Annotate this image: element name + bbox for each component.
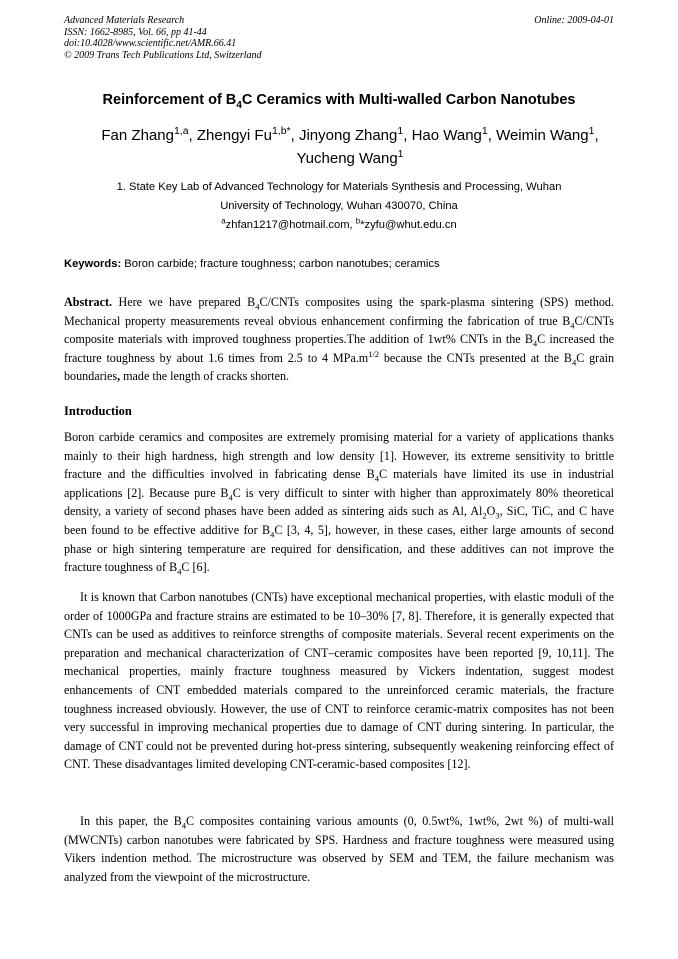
online-date: Online: 2009-04-01 <box>534 15 614 26</box>
email-a: zhfan1217@hotmail.com, <box>225 219 356 231</box>
keywords-text: Boron carbide; fracture toughness; carbon nanotubes; ceramics <box>121 258 440 270</box>
section-heading: Introduction <box>64 404 132 418</box>
author: Hao Wang$^1$ <box>411 125 488 144</box>
author: Weimin Wang$^1$ <box>496 125 595 144</box>
author: Yucheng Wang$^1$ <box>296 148 404 167</box>
keywords-label: Keywords: <box>64 258 122 270</box>
keywords <box>64 258 624 270</box>
doi-line: doi:10.4028/www.scientific.net/AMR.66.41 <box>64 38 237 49</box>
abstract-label: Abstract. <box>64 295 113 309</box>
journal-header <box>64 15 262 61</box>
paragraph: It is known that Carbon nanotubes (CNTs) have exceptional mechanical properties, with elastic moduli of the order of 1000GPa and fracture strains are estimated to be 10–30% [7, 8]. Therefore, it is generally expected that CNTs can be used as additives to reinforce strengths of composite materials. Several recent experiments on the preparation and mechanical characterization of CNT–ceramic composites have been reported [9, 10,11]. The mechanical properties, mainly fracture toughness measured by Vickers indentation, suggest modest enhancements of CNT embedded materials compared to the unreinforced ceramic materials, the fracture toughness increased obviously. However, the use of CNT to reinforce ceramic-matrix composites has not been very successful in improving mechanical properties due to damage of CNT during sintering. In particular, the damage of CNT could not be prevented during hot-press sintering, subsequently weakening reinforcing effect of CNT. These disadvantages limited developing CNT-ceramic-based composites [12]. <box>64 590 614 772</box>
author: Fan Zhang$^{1,a}$ <box>101 125 189 144</box>
paragraph: Boron carbide ceramics and composites are extremely promising material for a variety of applications thanks mainly to their high hardness, high strength and low density [1]. However, its extreme sensitivity to brittle fracture and the difficulties involved in fabricating dense $B_4C$ materials have limited its use in industrial applications [2]. Because pure $B_4C$ is very difficult to sinter with higher than approximately 80% theoretical density, a variety of second phases have been added as sintering aids such as Al, $Al_2O_3$, SiC, TiC, and C have been found to be effective additive for $B_4C$ [3, 4, 5], however, in these cases, either large amounts of second phase or high sintering temperature are required for densification, and these additives can not improve the fracture toughness of $B_4C$ [6]. <box>64 430 614 577</box>
author: Zhengyi $Fu^{1,b*}$ <box>196 125 291 144</box>
issn-line: ISSN: 1662-8985, Vol. 66, pp 41-44 <box>64 26 207 38</box>
author-list: Fan Zhang$^{1,a}$, Zhengyi $Fu^{1,b*}$, Jinyong Zhang$^1$, Hao Wang$^1$, Weimin Wang$^1$, Yucheng Wang$^1$ <box>101 125 599 167</box>
copyright-line: © 2009 Trans Tech Publications Ltd, Switzerland <box>64 49 262 61</box>
email-b: *zyfu@whut.edu.cn <box>360 219 457 231</box>
author: Jinyong Zhang$^1$ <box>298 125 404 144</box>
email-addresses: $^a$zhfan1217@hotmail.com, $^b$*zyfu@whut.edu.cn <box>221 216 457 231</box>
affiliation: 1. State Key Lab of Advanced Technology for Materials Synthesis and Processing, Wuhan University of Technology, Wuhan 430070, China <box>116 181 562 212</box>
journal-name: Advanced Materials Research <box>64 15 185 26</box>
paragraph: In this paper, the $B_4C$ composites containing various amounts (0, 0.5wt%, 1wt%, 2wt %) of multi-wall (MWCNTs) carbon nanotubes were fabricated by SPS. Hardness and fracture toughness were measured using Vikers indention method. The microstructure was observed by SEM and TEM, the failure mechanism was analyzed from the viewpoint of the microstructure. <box>64 814 614 884</box>
abstract: Abstract. Here we have prepared $B_4C$/CNTs composites using the spark-plasma sintering (SPS) method. Mechanical property measurements reveal obvious enhancement confirming the fabrication of true $B_4C$/CNTs composite materials with improved toughness properties.The addition of 1wt% CNTs in the $B_4C$ increased the fracture toughness by about 1.6 times from 2.5 to 4 $MPa.m^{1/2}$ because the CNTs presented at the $B_4C$ grain boundaries, made the length of cracks shorten. <box>64 295 614 384</box>
paper-title: Reinforcement of $B_4C$ Ceramics with Multi-walled Carbon Nanotubes <box>102 92 576 111</box>
